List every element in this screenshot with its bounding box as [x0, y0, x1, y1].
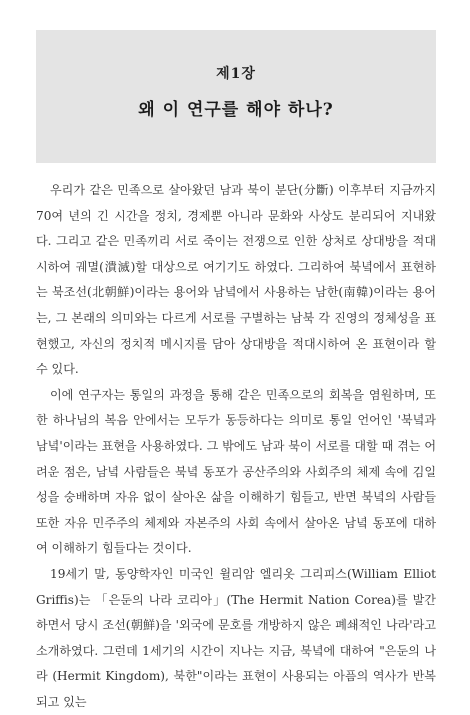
- chapter-number: 제1장: [216, 66, 256, 82]
- paragraph-1: 우리가 같은 민족으로 살아왔던 남과 북이 분단(分斷) 이후부터 지금까지 70여 년의 긴 시간을 정치, 경제뿐 아니라 문화와 사상도 분리되어 지내왔다. 그리고 같은 민족끼리 서로 죽이는 전쟁으로 인한 상처로 상대방을 적대시하여 궤멸(潰滅)할 대상으로 여기기도 하였다. 그리하여 북녘에서 표현하는 북조선(北朝鮮)이라는 용어와 남녘에서 사용하는 남한(南韓)이라는 용어는, 그 본래의 의미와는 다르게 서로를 구별하는 남북 각 진영의 정체성을 표현했고, 자신의 정치적 메시지를 담아 상대방을 적대시하여 온 표현이라 할 수 있다.: [36, 183, 436, 377]
- paragraph-2: 이에 연구자는 통일의 과정을 통해 같은 민족으로의 회복을 염원하며, 또한 하나님의 복음 안에서는 모두가 동등하다는 의미로 통일 언어인 '북녘과 남녘'이라는 표현을 사용하였다. 그 밖에도 남과 북이 서로를 대할 때 겪는 어려운 점은, 남녘 사람들은 북녘 동포가 공산주의와 사회주의 체제 속에 김일성을 숭배하며 자유 없이 살아온 삶을 이해하기 힘들고, 반면 북녘의 사람들 또한 자유 민주주의 체제와 자본주의 사회 속에서 살아온 남녘 동포에 대하여 이해하기 힘들다는 것이다.: [36, 387, 436, 556]
- paragraph-3: 19세기 말, 동양학자인 미국인 윌리암 엘리옷 그리피스(William Elliot Griffis)는 「은둔의 나라 코리아」(The Hermit Nation Corea)를 발간하면서 당시 조선(朝鮮)을 '외국에 문호를 개방하지 않은 폐쇄적인 나라'라고 소개하였다. 그런데 1세기의 시간이 지나는 지금, 북녘에 대하여 "은둔의 나라 (Hermit Kingdom), 북한"이라는 표현이 사용되는 아픔의 역사가 반복되고 있는: [36, 566, 436, 709]
- body-text: [36, 178, 436, 715]
- chapter-header: [36, 30, 436, 163]
- chapter-title: 왜 이 연구를 해야 하나?: [138, 100, 334, 120]
